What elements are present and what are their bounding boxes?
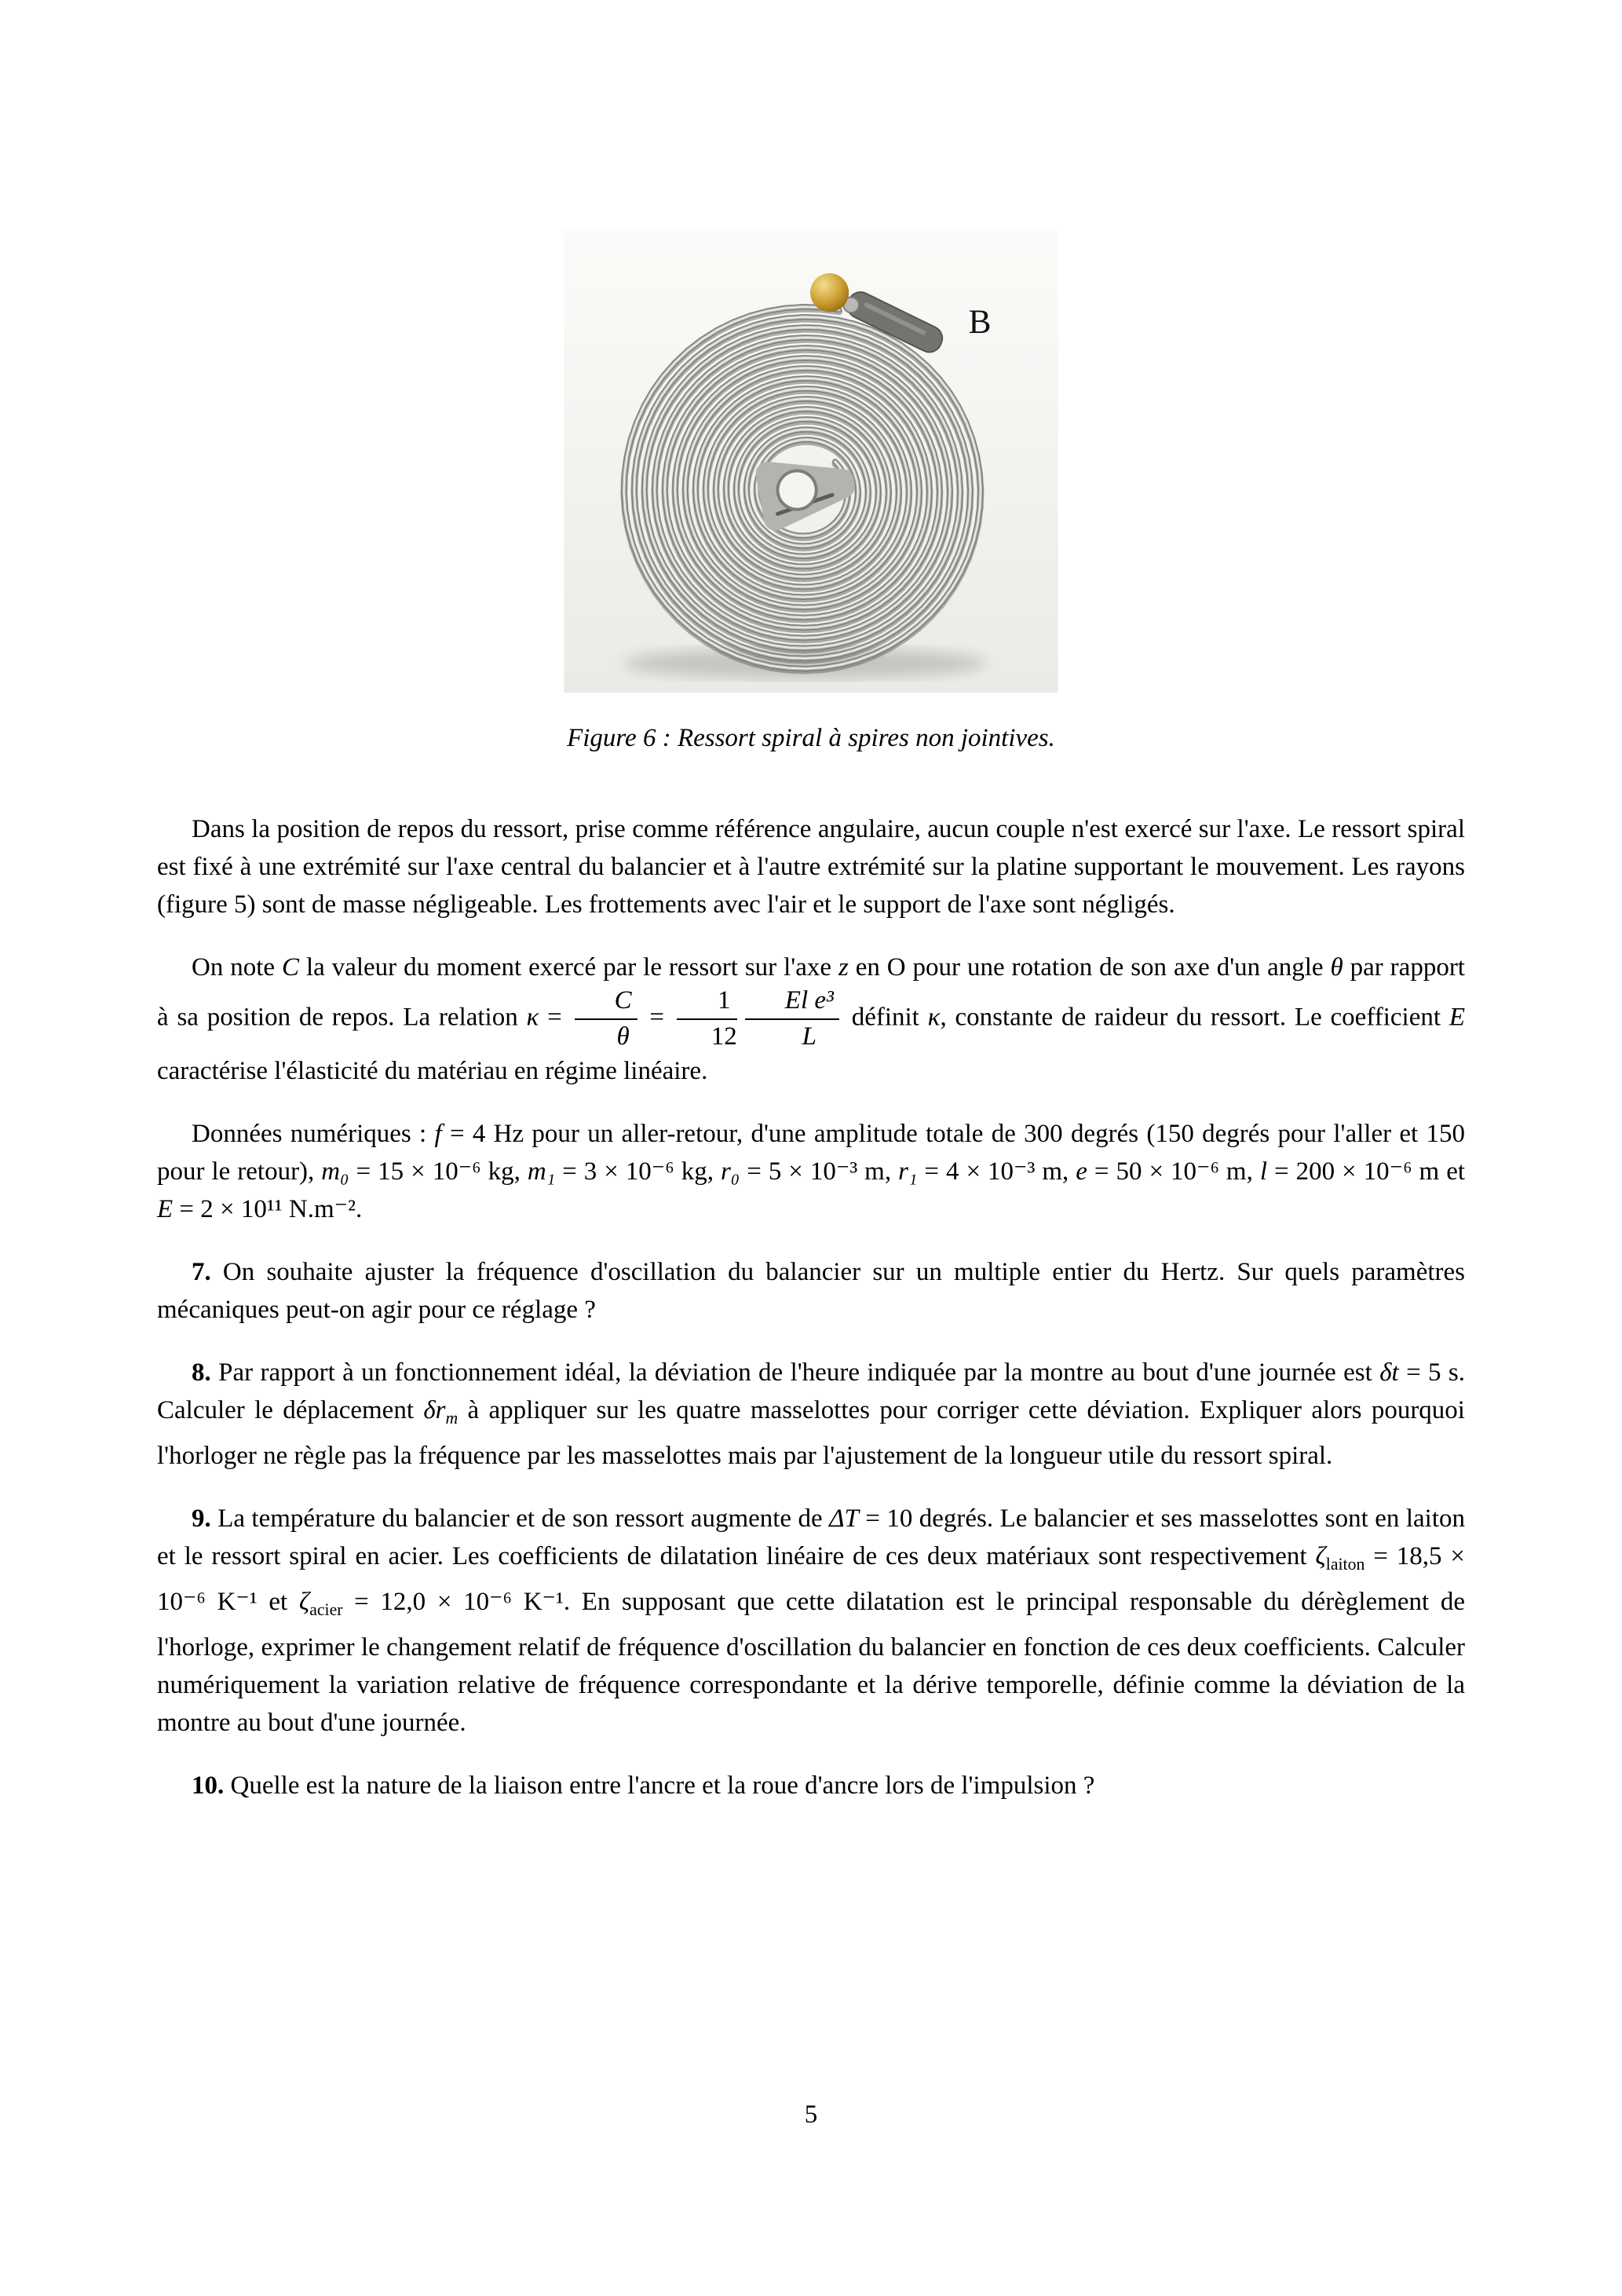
text-run: = 5 s. Calculer le déplacement	[157, 1358, 1465, 1424]
text-run: Données numériques :	[192, 1119, 435, 1148]
math-var: E	[1448, 1003, 1465, 1032]
text-run: = 5 × 10⁻³ m,	[740, 1157, 899, 1186]
text-run: = 12,0 × 10⁻⁶ K⁻¹. En supposant que cette dilatation est le principal responsable du dérèglement de l'horloge, exprimer le changement relatif de fréquence d'oscillation du balancier en fonction de ces deux coefficients. Calculer numériquement la variation relative de fréquence correspondante et la dérive temporelle, définie comme la déviation de la montre au bout d'une journée.	[157, 1587, 1465, 1737]
spiral-spring-photo	[564, 229, 1058, 693]
gold-stud	[810, 273, 849, 312]
text-run: à appliquer sur les quatre masselottes pour corriger cette déviation. Expliquer alors pourquoi l'horloger ne règle pas la fréquence par les masselottes mais par l'ajustement de la longueur utile du ressort spiral.	[157, 1395, 1465, 1470]
fraction-one-twelfth	[673, 986, 741, 1052]
math-var: δt	[1379, 1358, 1399, 1387]
text-run: , constante de raideur du ressort. Le coefficient	[940, 1003, 1449, 1032]
text-run: On souhaite ajuster la fréquence d'oscillation du balancier sur un multiple entier du Hertz. Sur quels paramètres mécaniques peut-on agir pour ce réglage ?	[157, 1257, 1465, 1324]
math-var: E	[157, 1194, 174, 1223]
text-run: en O pour une rotation de son axe d'un angle	[848, 953, 1331, 982]
fraction-ele3-over-l	[741, 986, 843, 1052]
text-run: la valeur du moment exercé par le ressort sur l'axe	[299, 953, 838, 982]
figure-label-b: B	[968, 302, 992, 341]
text-run: = 15 × 10⁻⁶ kg,	[349, 1157, 528, 1186]
fraction-numerator: C	[575, 986, 637, 1020]
math-var: δr	[423, 1395, 446, 1424]
question-number: 8.	[192, 1358, 211, 1387]
math-var: κ	[526, 1003, 539, 1032]
question-9	[157, 1500, 1465, 1742]
math-subscript: m	[445, 1408, 458, 1428]
math-var: ζ	[298, 1587, 310, 1616]
math-var: l	[1259, 1157, 1268, 1186]
math-var: r₀	[720, 1157, 740, 1186]
question-number: 9.	[192, 1504, 211, 1533]
math-var: m₀	[321, 1157, 349, 1186]
question-number: 10.	[192, 1771, 225, 1800]
text-run: = 10 degrés. Le balancier et ses masselottes sont en laiton et le ressort spiral en acier. Les coefficients de dilatation linéaire de ces deux matériaux sont respectivement	[157, 1504, 1465, 1570]
math-var: ΔT	[829, 1504, 859, 1533]
question-8	[157, 1354, 1465, 1475]
math-var: C	[282, 953, 300, 982]
math-subscript: laiton	[1325, 1554, 1365, 1574]
text-run: On note	[192, 953, 283, 982]
question-7	[157, 1253, 1465, 1329]
document-body	[157, 810, 1465, 1804]
text-run: = 2 × 10¹¹ N.m⁻².	[173, 1194, 363, 1223]
fraction-denominator: L	[802, 1022, 817, 1051]
text-run: =	[641, 1003, 673, 1032]
math-var: r₁	[898, 1157, 918, 1186]
math-var: m₁	[527, 1157, 556, 1186]
math-var: ζ	[1315, 1541, 1326, 1570]
math-var: κ	[927, 1003, 941, 1032]
math-subscript: acier	[309, 1600, 343, 1619]
fraction-c-over-theta	[571, 986, 641, 1052]
fraction-denominator: 12	[711, 1022, 737, 1051]
question-10	[157, 1767, 1465, 1804]
text-run: Quelle est la nature de la liaison entre l'ancre et la roue d'ancre lors de l'impulsion ?	[224, 1771, 1095, 1800]
text-run: définit	[842, 1003, 928, 1032]
text-run: par rapport à sa position de repos. La relation	[157, 953, 1465, 1032]
question-number: 7.	[192, 1257, 211, 1286]
math-var: e	[1076, 1157, 1087, 1186]
paragraph-relation	[157, 949, 1465, 1090]
fraction-numerator: El e³	[745, 986, 839, 1020]
fraction-denominator: θ	[616, 1022, 630, 1051]
text-run: = 200 × 10⁻⁶ m et	[1267, 1157, 1466, 1186]
math-var: f	[434, 1119, 442, 1148]
text-run: La température du balancier et de son ressort augmente de	[210, 1504, 830, 1533]
text-run: caractérise l'élasticité du matériau en régime linéaire.	[157, 1056, 708, 1085]
text-run: = 3 × 10⁻⁶ kg,	[555, 1157, 721, 1186]
text-run: =	[539, 1003, 571, 1032]
page-number: 5	[804, 2100, 818, 2129]
paragraph-donnees	[157, 1115, 1465, 1228]
text-run: = 18,5 × 10⁻⁶ K⁻¹ et	[157, 1541, 1465, 1616]
fraction-numerator: 1	[677, 986, 737, 1020]
math-var: z	[838, 953, 849, 982]
math-var: θ	[1330, 953, 1343, 982]
text-run: = 4 Hz pour un aller-retour, d'une amplitude totale de 300 degrés (150 degrés pour l'aller et 150 pour le retour),	[157, 1119, 1465, 1186]
figure-6-photo	[564, 229, 1058, 693]
paragraph-repos: Dans la position de repos du ressort, prise comme référence angulaire, aucun couple n'est exercé sur l'axe. Le ressort spiral est fixé à une extrémité sur l'axe central du balancier et à l'autre extrémité sur la platine supportant le mouvement. Les rayons (figure 5) sont de masse négligeable. Les frottements avec l'air et le support de l'axe sont négligés.	[157, 815, 1465, 919]
text-run: = 50 × 10⁻⁶ m,	[1087, 1157, 1260, 1186]
text-run: Par rapport à un fonctionnement idéal, la déviation de l'heure indiquée par la montre au bout d'une journée est	[210, 1358, 1380, 1387]
text-run: = 4 × 10⁻³ m,	[917, 1157, 1076, 1186]
figure-caption: Figure 6 : Ressort spiral à spires non jointives.	[567, 724, 1055, 752]
